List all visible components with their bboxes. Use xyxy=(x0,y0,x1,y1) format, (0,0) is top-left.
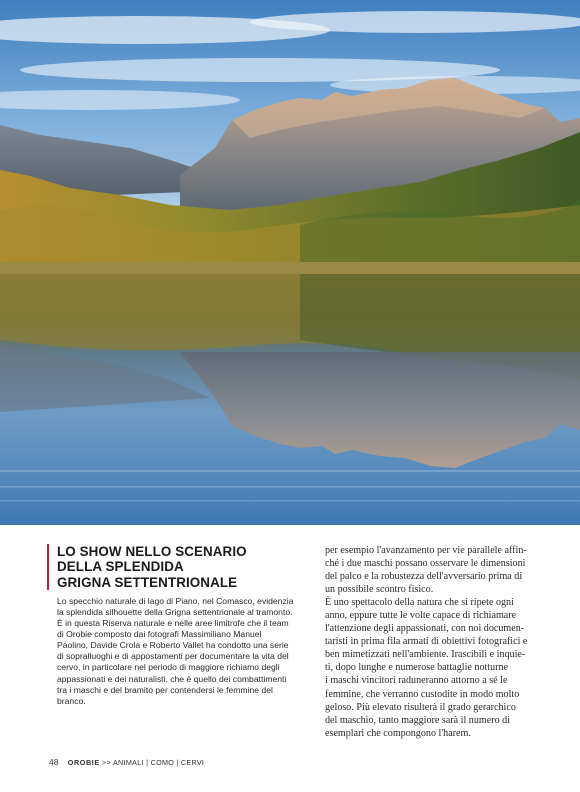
caption-line: tra i maschi e del bramito per contendersi le femmine del xyxy=(57,684,273,695)
body-line: per esempio l'avanzamento per vie parallele affin- xyxy=(325,545,527,556)
body-line: femmine, che verranno custodite in modo molto xyxy=(325,688,520,700)
body-line: ben mimetizzati nell'ambiente. Irascibili e inquie- xyxy=(325,649,526,661)
caption-column xyxy=(47,544,299,707)
body-line: del palco e la robustezza dell'avversario prima di xyxy=(325,571,523,583)
page-number: 48 xyxy=(49,757,59,767)
body-line: l'attenzione degli appassionati, con noi documen- xyxy=(325,623,525,635)
magazine-name: OROBIE xyxy=(67,758,100,767)
caption-line: Paolino, Davide Crola e Roberto Vallet ha condotto una serie xyxy=(57,640,289,651)
body-line: taristi in prima fila armati di obiettivi fotografici e xyxy=(325,636,528,648)
headline-line: LO SHOW NELLO SCENARIO xyxy=(57,544,247,559)
headline-line: DELLA SPLENDIDA xyxy=(57,559,184,575)
body-line: del maschio, tanto maggiore sarà il numero di xyxy=(325,714,510,726)
caption-line: branco. xyxy=(57,695,86,706)
body-line: anno, eppure tutte le volte capace di richiamare xyxy=(325,610,517,622)
caption-line: cervo, in particolare nel periodo di maggiore richiamo degli xyxy=(57,662,280,673)
section-breadcrumb: >> ANIMALI | COMO | CERVI xyxy=(102,758,205,767)
body-line: ti, dopo lunghe e numerose battaglie notturne xyxy=(325,662,509,674)
body-line: geloso. Più elevato risulterà il grado gerarchico xyxy=(325,701,516,713)
article-body xyxy=(325,544,530,740)
body-line: esemplari che compongono l'harem. xyxy=(325,727,471,739)
page-footer xyxy=(49,757,204,767)
body-line: È uno spettacolo della natura che si ripete ogni xyxy=(325,597,514,609)
caption-line: di sopralluoghi e di appostamenti per documentare la vita del xyxy=(57,651,289,662)
caption-line: È in questa Riserva naturale e nelle aree limitrofe che il team xyxy=(57,618,289,629)
caption-line: Lo specchio naturale di lago di Piano, nel Comasco, evidenzia xyxy=(57,595,294,606)
body-line: i maschi vincitori raduneranno attorno a sé le xyxy=(325,675,508,687)
headline-line: GRIGNA SETTENTRIONALE xyxy=(57,574,238,590)
caption-line: appassionati e dei naturalisti, che è quello dei combattimenti xyxy=(57,673,287,684)
body-line: un possibile scontro fisico. xyxy=(325,584,434,596)
body-line: ché i due maschi possano osservare le dimensioni xyxy=(325,558,526,570)
caption-line: di Orobie composto dai fotografi Massimiliano Manuel xyxy=(57,629,262,640)
caption-line: la splendida silhouette della Grigna settentrionale al tramonto. xyxy=(57,606,293,617)
photo-caption xyxy=(47,596,299,707)
article-headline xyxy=(47,544,299,590)
